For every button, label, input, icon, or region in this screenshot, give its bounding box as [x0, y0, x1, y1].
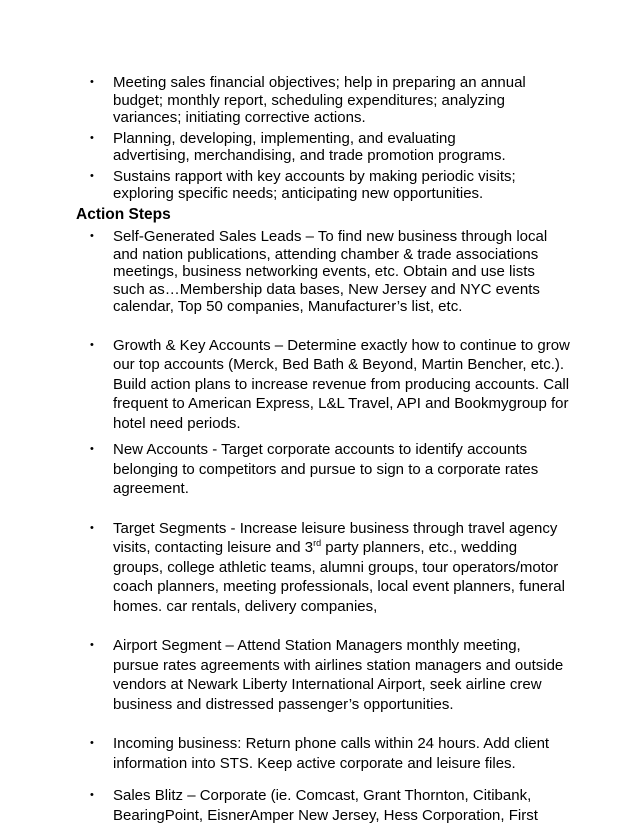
list-item-sales-blitz: [90, 786, 570, 825]
target-segments-text-b: party planners, etc., wedding groups, college athletic teams, alumni groups, tour operators/motor coach planners, meeting professionals, local event planners, funeral homes. car rentals, delivery companies,: [113, 539, 565, 615]
bullet-icon: •: [90, 230, 94, 242]
action-steps-list: [90, 228, 570, 825]
list-item-airport-segment: [90, 636, 570, 714]
bullet-text: Planning, developing, implementing, and evaluating advertising, merchandising, and trade promotion programs.: [113, 129, 506, 164]
bullet-icon: •: [90, 521, 94, 534]
bullet-icon: •: [90, 639, 94, 651]
bullet-icon: •: [90, 131, 94, 144]
list-item-growth-key-accounts: [90, 336, 570, 434]
bullet-text: Airport Segment – Attend Station Managers monthly meeting, pursue rates agreements with airlines station managers and outside vendors at Newark Liberty International Airport, seek airline crew business and distressed passenger’s opportunities.: [113, 637, 564, 713]
bullet-icon: •: [90, 737, 94, 749]
responsibilities-list: [90, 74, 530, 206]
target-segments-text-a: Target Segments - Increase leisure business through travel agency visits, contacting leisure and 3: [113, 519, 558, 556]
list-item-incoming-business: [90, 734, 570, 773]
bullet-text: Incoming business: Return phone calls within 24 hours. Add client information into STS. Keep active corporate and leisure files.: [113, 735, 550, 772]
bullet-icon: •: [90, 443, 94, 455]
bullet-icon: •: [90, 338, 94, 351]
bullet-text: New Accounts - Target corporate accounts to identify accounts belonging to competitors and pursue to sign to a corporate rates agreement.: [113, 441, 539, 497]
bullet-text: Sustains rapport with key accounts by making periodic visits; exploring specific needs; anticipating new opportunities.: [113, 167, 516, 202]
bullet-icon: •: [90, 789, 94, 801]
bullet-icon: •: [90, 76, 94, 88]
list-item: [90, 74, 530, 127]
bullet-text: Sales Blitz – Corporate (ie. Comcast, Grant Thornton, Citibank, BearingPoint, EisnerAmper New Jersey, Hess Corporation, First: [113, 787, 538, 824]
bullet-text: [113, 520, 565, 615]
bullet-icon: •: [90, 169, 94, 182]
list-item-new-accounts: [90, 440, 570, 499]
list-item-self-generated-leads: [90, 228, 570, 316]
ordinal-suffix: rd: [313, 538, 322, 548]
list-item: [90, 130, 530, 165]
bullet-text: Meeting sales financial objectives; help in preparing an annual budget; monthly report, scheduling expenditures; analyzing variances; initiating corrective actions.: [113, 74, 526, 126]
list-item-target-segments: [90, 519, 570, 617]
bullet-text: Growth & Key Accounts – Determine exactly how to continue to grow our top accounts (Merck, Bed Bath & Beyond, Martin Bencher, etc.). Build action plans to increase revenue from producing accounts. Call frequent to American Express, L&L Travel, API and Bookmygroup for hotel need periods.: [113, 336, 570, 432]
list-item: [90, 168, 530, 203]
bullet-text: Self-Generated Sales Leads – To find new business through local and nation publications, attending chamber & trade associations meetings, business networking events, etc. Obtain and use lists such as…Membership data bases, New Jersey and NYC events calendar, Top 50 companies, Manufacturer’s list, etc.: [113, 228, 548, 315]
section-heading: Action Steps: [76, 206, 171, 223]
